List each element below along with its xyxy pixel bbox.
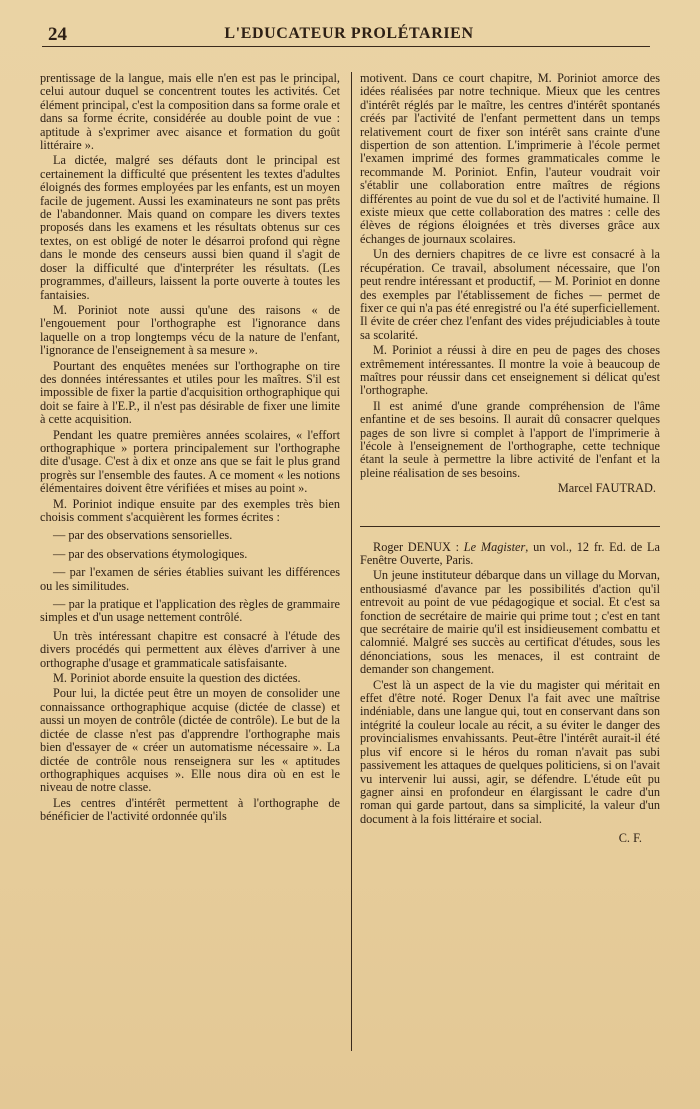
list-item: — par la pratique et l'application des règles de grammaire simples et d'un usage nettement contrôlé. (40, 597, 340, 625)
paragraph: La dictée, malgré ses défauts dont le principal est certainement la difficulté que présentent les textes d'adultes éloignés des formes employées par les enfants, est un moyen facile de jugement. Aussi les examinateurs ne sont pas prêts de l'abandonner. Mais quand on compare les divers textes proposés dans les examens et les résultats obtenus sur ces textes, on est obligé de noter le désarroi profond qui règne dans le monde des censeurs aussi bien quand il s'agit de doser la difficulté que d'interpréter les résultats. (Les programmes, d'ailleurs, laissent la porte ouverte à toutes les fantaisies. (40, 153, 340, 302)
list-item: — par des observations étymologiques. (53, 546, 248, 561)
header-rule (42, 46, 650, 47)
book-details: , un vol., 12 fr. Ed. de La Fenêtre Ouverte, Paris. (360, 539, 660, 567)
author-signature: Marcel FAUTRAD. (557, 481, 656, 496)
paragraph: Un jeune instituteur débarque dans un village du Morvan, enthousiasmé d'avance par les possibilités d'action qu'il entrevoit au point de vue pédagogique et social. Et c'est sa fonction de secrétaire de mairie qui prime tout ; c'est en tant que secrétaire de mairie qu'il est insidieusement combattu et calomnié. Malgré ses succès au certificat d'études, sous les dénonciations, sous les menaces, il est contraint de demander son changement. (360, 568, 660, 677)
paragraph: Pendant les quatre premières années scolaires, « l'effort orthographique » portera principalement sur l'orthographe dite d'usage. C'est à dix et onze ans que se fait le plus grand progrès sur l'ensemble des fautes. A ce moment « les notions élémentaires doivent être vérifiées et mises au point ». (40, 427, 340, 496)
paragraph: M. Poriniot indique ensuite par des exemples très bien choisis comment s'acquièrent les formes écrites : (40, 496, 340, 524)
book-review-heading (360, 541, 660, 568)
paragraph: M. Poriniot a réussi à dire en peu de pages des choses extrêmement intéressantes. Il montre la voie à beaucoup de maîtres pour réussir dans cet enseignement si délicat qu'est l'orthographe. (360, 343, 660, 398)
page-header (44, 22, 654, 48)
paragraph: motivent. Dans ce court chapitre, M. Poriniot amorce des idées réalisées par notre technique. Mieux que les centres d'intérêt réglés par le maître, les centres d'intérêt spontanés créés par l'activité de l'enfant permettent dans un temps relativement court de fixer son intérêt sans crainte d'une dispertion de son attention. L'imprimerie à l'école permet l'examen imprimé des formes grammaticales comme le recommande M. Poriniot. Enfin, l'auteur voudrait voir s'établir une collaboration entre maîtres de régions différentes au point de vue du sol et de l'activité humaine. Il existe mieux que cette collaboration des matres : celle des élèves de régions éloignées et très diverses grâce aux échanges de journaux scolaires. (360, 71, 660, 246)
paragraph: Il est animé d'une grande compréhension de l'âme enfantine et de ses besoins. Il aurait dû consacrer quelques pages de son livre si complet à l'apport de l'imprimerie à l'école à l'enseignement de l'orthographe, cette technique étant la seule à permettre la libre activité de l'enfant et la pleine réalisation de ses besoins. (360, 398, 660, 480)
right-column (360, 72, 660, 846)
paragraph: M. Poriniot note aussi qu'une des raisons « de l'engouement pour l'orthographe est l'ignorance dans laquelle on a trop longtemps vécu de la nature de l'enfant, l'ignorance de l'enseignement à sa mesure ». (40, 302, 340, 358)
list-item: — par des observations sensorielles. (53, 528, 233, 543)
column-divider (351, 72, 352, 1051)
paragraph: Les centres d'intérêt permettent à l'orthographe de bénéficier de l'activité ordonnée qu'ils (40, 795, 340, 824)
paragraph: prentissage de la langue, mais elle n'en est pas le principal, celui autour duquel se concentrent toutes les activités. Cet élément principal, c'est la composition dans sa forme orale et dans sa forme écrite, considérée au double point de vue : aptitude à s'exprimer avec aisance et formation du goût littéraire ». (40, 71, 340, 153)
paragraph: Un des derniers chapitres de ce livre est consacré à la récupération. Ce travail, absolument nécessaire, que l'on peut rendre intéressant et productif, — M. Poriniot en donne des exemples par l'établissement de fiches — permet de fixer ce qui n'a pas été enregistré ou l'a été superficiellement. Il évite de créer chez l'enfant des vides préjudiciables à toute sa scolarité. (360, 247, 660, 342)
page-number: 24 (48, 24, 67, 45)
paragraph: Un très intéressant chapitre est consacré à l'étude des divers procédés qui permettent aux élèves d'arriver à une orthographe d'usage et grammaticale satisfaisante. (40, 628, 340, 670)
reviewer-initials: C. F. (618, 831, 642, 846)
journal-title: L'EDUCATEUR PROLÉTARIEN (224, 25, 474, 42)
review-author: Roger DENUX : (373, 539, 464, 554)
left-column (40, 72, 340, 826)
section-divider (360, 526, 660, 527)
list-item: — par l'examen de séries établies suivant les différences ou les similitudes. (40, 565, 340, 593)
paragraph: C'est là un aspect de la vie du magister qui méritait en effet d'être noté. Roger Denux l'a fait avec une maîtrise indéniable, dans une langue qui, tout en conservant dans son intégrité la couleur locale au récit, a su éviter le danger des provincialismes envahissants. Peut-être l'intérêt aurait-il été plus vif encore si le héros du roman n'avait pas subi passivement les attaques de quelques politiciens, si on l'avait vu intervenir lui aussi, agir, se défendre. L'étude eût pu gagner ainsi en profondeur en élargissant le cadre d'un roman qui garde partout, dans sa simplicité, la valeur d'un document à la fois littéraire et social. (360, 677, 660, 826)
paragraph: Pourtant des enquêtes menées sur l'orthographe on tire des données intéressantes et utiles pour les maîtres. S'il est impossible de fixer la partie d'acquisition orthographique qui doit se faire à l'E.P., il n'est pas désirable de fixer une limite à cette acquisition. (40, 358, 340, 427)
paragraph: Pour lui, la dictée peut être un moyen de consolider une connaissance orthographique acquise (dictée de classe) et aussi un moyen de contrôle (dictée de contrôle). Le but de la dictée de classe n'est pas d'apprendre l'orthographe mais bien d'essayer de « créer un automatisme nécessaire ». La dictée de contrôle nous renseignera sur les « aptitudes orthographiques acquises ». Elle nous dira où en est le niveau de notre classe. (40, 686, 340, 795)
paragraph: M. Poriniot aborde ensuite la question des dictées. (53, 671, 301, 686)
book-title: Le Magister (463, 539, 526, 554)
